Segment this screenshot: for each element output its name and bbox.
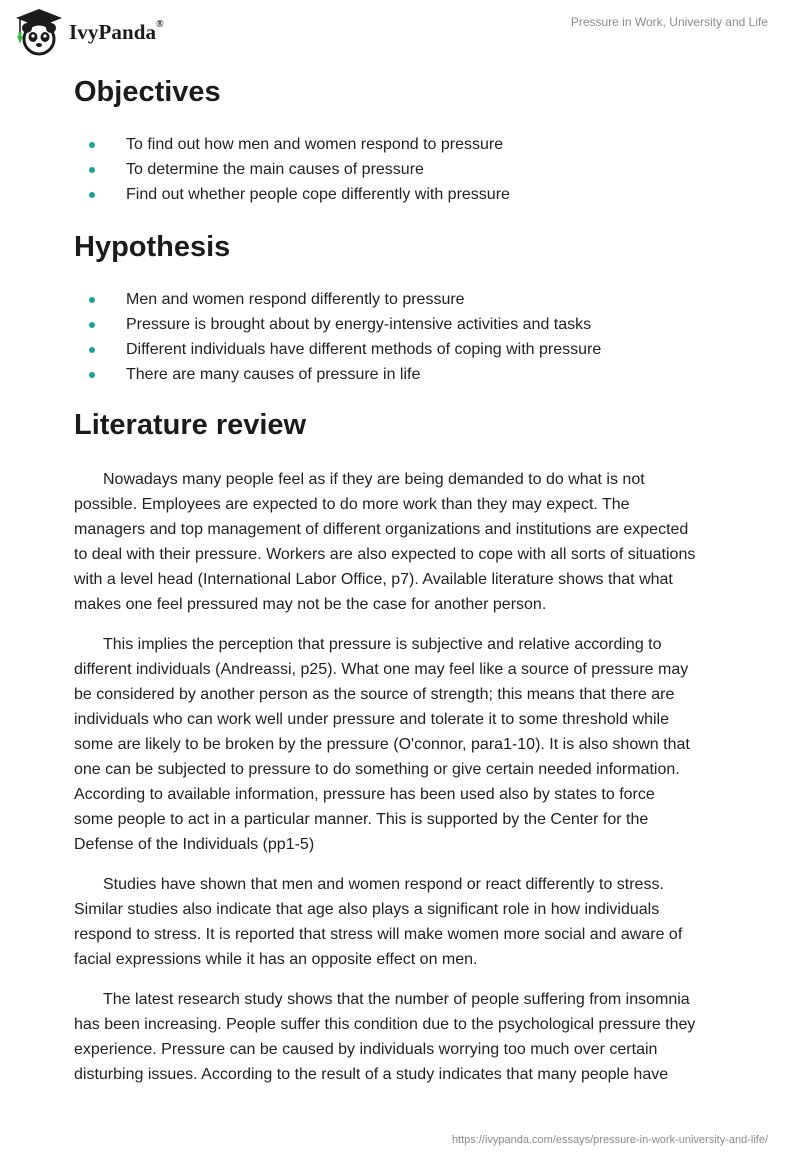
bullet-dot-icon xyxy=(89,142,95,148)
hypothesis-heading: Hypothesis xyxy=(74,231,231,263)
list-item: Different individuals have different methods of coping with pressure xyxy=(74,337,734,362)
brand-name: IvyPanda® xyxy=(69,18,164,44)
list-item: To determine the main causes of pressure xyxy=(74,157,734,182)
hypothesis-list xyxy=(74,287,734,387)
document-title: Pressure in Work, University and Life xyxy=(570,15,768,29)
source-url[interactable]: https://ivypanda.com/essays/pressure-in-work-university-and-life/ xyxy=(451,1134,768,1146)
paragraph: The latest research study shows that the number of people suffering from insomnia has been increasing. People suffer this condition due to the psychological pressure they experience. Pressure can be caused by individuals worrying too much over certain disturbing issues. According to the result of a study indicates that many people have xyxy=(74,991,696,1083)
bullet-dot-icon xyxy=(89,167,95,173)
bullet-dot-icon xyxy=(89,347,95,353)
paragraph: Nowadays many people feel as if they are being demanded to do what is not possible. Employees are expected to do more work than they may expect. The managers and top management of different organizations and institutions are expected to deal with their pressure. Workers are also expected to cope with all sorts of situations with a level head (International Labor Office, p7). Available literature shows that what makes one feel pressured may not be the case for another person. xyxy=(74,471,696,613)
panda-graduate-icon xyxy=(14,8,64,56)
list-item: To find out how men and women respond to pressure xyxy=(74,132,734,157)
essay-body xyxy=(74,72,734,1087)
bullet-dot-icon xyxy=(89,192,95,198)
list-item: Men and women respond differently to pressure xyxy=(74,287,734,312)
objectives-heading: Objectives xyxy=(74,76,221,108)
page-header xyxy=(0,0,800,64)
bullet-dot-icon xyxy=(89,297,95,303)
list-item: Find out whether people cope differently with pressure xyxy=(74,182,734,207)
objectives-list xyxy=(74,132,734,207)
literature-review-heading: Literature review xyxy=(74,409,307,441)
paragraph: Studies have shown that men and women respond or react differently to stress. Similar studies also indicate that age also plays a significant role in how individuals respond to stress. It is reported that stress will make women more social and aware of facial expressions while it has an opposite effect on men. xyxy=(74,876,683,968)
brand-logo[interactable] xyxy=(14,8,164,56)
bullet-dot-icon xyxy=(89,372,95,378)
list-item: Pressure is brought about by energy-intensive activities and tasks xyxy=(74,312,734,337)
list-item: There are many causes of pressure in life xyxy=(74,362,734,387)
bullet-dot-icon xyxy=(89,322,95,328)
paragraph: This implies the perception that pressure is subjective and relative according to different individuals (Andreassi, p25). What one may feel like a source of pressure may be considered by another person as the source of strength; this means that there are individuals who can work well under pressure and tolerate it to some threshold while some are likely to be broken by the pressure (O'connor, para1-10). It is also shown that one can be subjected to pressure to do something or give certain needed information. According to available information, pressure has been used also by states to force some people to act in a particular manner. This is supported by the Center for the Defense of the Individuals (pp1-5) xyxy=(74,636,690,853)
